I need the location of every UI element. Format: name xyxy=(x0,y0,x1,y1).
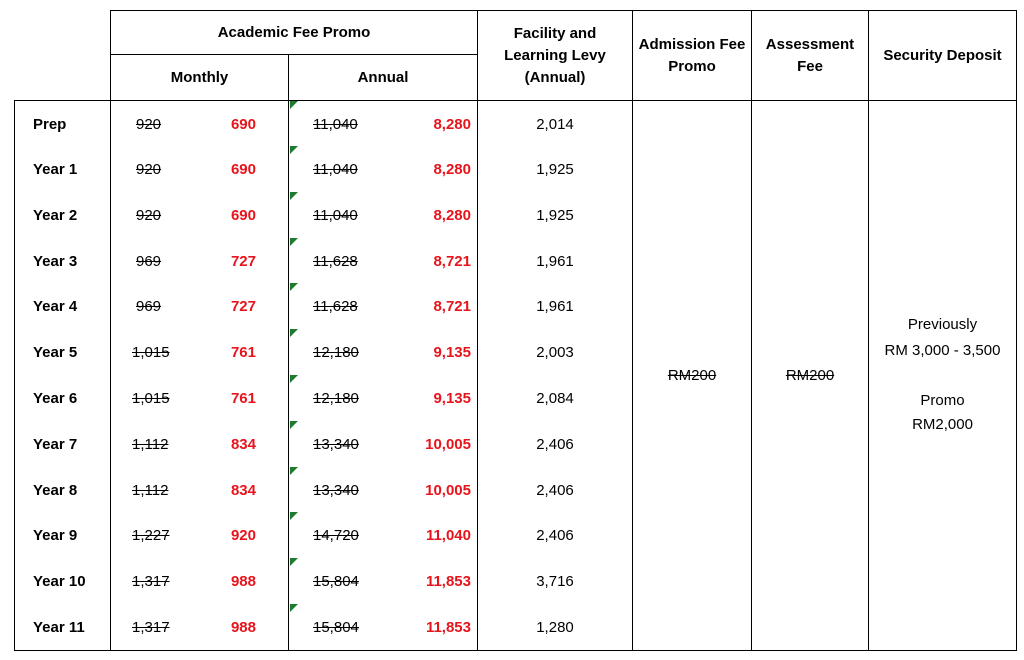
comment-marker-icon xyxy=(290,604,298,612)
monthly-old: 1,015 xyxy=(132,390,170,407)
monthly-new: 690 xyxy=(230,207,256,224)
levy-value: 2,084 xyxy=(536,390,574,407)
monthly-new: 727 xyxy=(230,298,256,315)
monthly-new: 834 xyxy=(230,482,256,499)
header-academic-fee-promo: Academic Fee Promo xyxy=(217,23,371,41)
header-admission-fee-promo: Admission Fee Promo xyxy=(638,35,746,75)
levy-value: 2,003 xyxy=(536,344,574,361)
border-admission-col xyxy=(751,10,752,651)
monthly-new: 761 xyxy=(230,390,256,407)
security-deposit-previously-label: Previously xyxy=(907,316,978,333)
comment-marker-icon xyxy=(290,192,298,200)
grade-label: Year 5 xyxy=(33,344,78,361)
annual-new: 8,280 xyxy=(433,116,471,133)
monthly-new: 920 xyxy=(230,527,256,544)
assessment-fee-value: RM200 xyxy=(785,367,835,384)
border-annual-col xyxy=(477,10,478,651)
comment-marker-icon xyxy=(290,467,298,475)
border-header-bottom xyxy=(14,100,1017,101)
monthly-old: 920 xyxy=(136,116,162,133)
annual-new: 8,721 xyxy=(433,298,471,315)
grade-label: Year 3 xyxy=(33,253,78,270)
grade-label: Year 2 xyxy=(33,207,78,224)
levy-value: 2,014 xyxy=(536,116,574,133)
monthly-new: 727 xyxy=(230,253,256,270)
monthly-old: 1,015 xyxy=(132,344,170,361)
border-monthly-col xyxy=(288,54,289,651)
monthly-old: 1,227 xyxy=(132,527,170,544)
annual-old: 15,804 xyxy=(313,619,359,636)
security-deposit-previous-range: RM 3,000 - 3,500 xyxy=(884,342,1001,359)
annual-new: 11,040 xyxy=(425,527,471,544)
annual-old: 15,804 xyxy=(313,573,359,590)
levy-value: 1,925 xyxy=(536,161,574,178)
monthly-old: 920 xyxy=(136,161,162,178)
monthly-old: 1,112 xyxy=(132,436,169,453)
levy-value: 2,406 xyxy=(536,482,574,499)
annual-old: 13,340 xyxy=(313,482,359,499)
grade-label: Year 8 xyxy=(33,482,78,499)
border-grade-col xyxy=(110,10,111,651)
comment-marker-icon xyxy=(290,146,298,154)
levy-value: 1,961 xyxy=(536,253,574,270)
levy-value: 2,406 xyxy=(536,436,574,453)
monthly-old: 969 xyxy=(136,298,162,315)
annual-old: 12,180 xyxy=(313,344,359,361)
annual-new: 9,135 xyxy=(433,390,471,407)
grade-label: Year 9 xyxy=(33,527,78,544)
comment-marker-icon xyxy=(290,558,298,566)
header-security-deposit: Security Deposit xyxy=(883,46,1002,64)
monthly-new: 834 xyxy=(230,436,256,453)
annual-new: 8,721 xyxy=(433,253,471,270)
comment-marker-icon xyxy=(290,238,298,246)
levy-value: 2,406 xyxy=(536,527,574,544)
grade-label: Year 10 xyxy=(33,573,86,590)
grade-label: Year 7 xyxy=(33,436,78,453)
header-monthly: Monthly xyxy=(170,68,229,86)
comment-marker-icon xyxy=(290,512,298,520)
monthly-new: 690 xyxy=(230,161,256,178)
border-right xyxy=(1016,10,1017,651)
comment-marker-icon xyxy=(290,329,298,337)
grade-label: Year 11 xyxy=(33,619,85,636)
grade-label: Year 4 xyxy=(33,298,78,315)
annual-old: 11,628 xyxy=(313,253,358,270)
annual-new: 8,280 xyxy=(433,161,471,178)
comment-marker-icon xyxy=(290,375,298,383)
comment-marker-icon xyxy=(290,283,298,291)
annual-new: 9,135 xyxy=(433,344,471,361)
grade-label: Prep xyxy=(33,116,67,133)
annual-old: 11,040 xyxy=(313,116,358,133)
annual-old: 11,040 xyxy=(313,207,358,224)
annual-new: 8,280 xyxy=(433,207,471,224)
monthly-old: 920 xyxy=(136,207,162,224)
annual-new: 11,853 xyxy=(425,573,471,590)
comment-marker-icon xyxy=(290,101,298,109)
security-deposit-promo-value: RM2,000 xyxy=(912,416,973,433)
header-assessment-fee: Assessment Fee xyxy=(765,35,855,75)
levy-value: 1,280 xyxy=(536,619,574,636)
grade-label: Year 1 xyxy=(33,161,78,178)
border-left xyxy=(14,100,15,651)
annual-old: 13,340 xyxy=(313,436,359,453)
grade-label: Year 6 xyxy=(33,390,78,407)
annual-old: 12,180 xyxy=(313,390,359,407)
border-bottom xyxy=(14,650,1017,651)
levy-value: 1,961 xyxy=(536,298,574,315)
monthly-new: 761 xyxy=(230,344,256,361)
monthly-old: 1,112 xyxy=(132,482,169,499)
annual-new: 11,853 xyxy=(425,619,471,636)
annual-old: 11,040 xyxy=(313,161,358,178)
security-deposit-promo-label: Promo xyxy=(920,392,965,409)
levy-value: 3,716 xyxy=(536,573,574,590)
monthly-old: 1,317 xyxy=(132,619,170,636)
monthly-old: 1,317 xyxy=(132,573,170,590)
header-annual: Annual xyxy=(357,68,409,86)
annual-old: 14,720 xyxy=(313,527,359,544)
annual-new: 10,005 xyxy=(425,482,471,499)
monthly-new: 690 xyxy=(230,116,256,133)
annual-old: 11,628 xyxy=(313,298,358,315)
header-facility-levy: Facility and Learning Levy (Annual) xyxy=(504,24,606,86)
admission-fee-value: RM200 xyxy=(667,367,717,384)
annual-new: 10,005 xyxy=(425,436,471,453)
monthly-old: 969 xyxy=(136,253,162,270)
comment-marker-icon xyxy=(290,421,298,429)
border-levy-col xyxy=(632,10,633,651)
monthly-new: 988 xyxy=(230,573,256,590)
levy-value: 1,925 xyxy=(536,207,574,224)
monthly-new: 988 xyxy=(230,619,256,636)
